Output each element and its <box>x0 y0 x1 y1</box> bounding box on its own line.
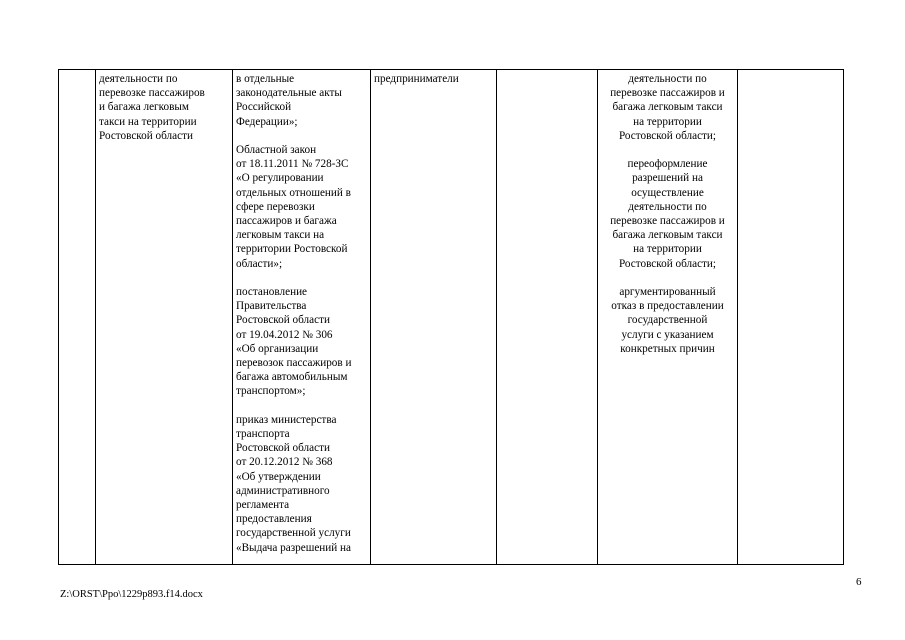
text-line: транспортом»; <box>236 385 306 398</box>
document-table <box>58 69 844 565</box>
text-line: области»; <box>236 257 283 270</box>
text-line: осуществление <box>631 186 704 199</box>
text-line: административного <box>236 484 330 497</box>
legal-basis-paragraphs <box>236 72 367 555</box>
paragraph <box>236 413 367 555</box>
text-line: деятельности по <box>99 73 178 85</box>
table-row <box>59 70 844 565</box>
text-line: и багажа легковым <box>99 101 189 114</box>
applicants-cell <box>371 70 497 565</box>
text-line: государственной <box>627 314 708 327</box>
text-line: Областной закон <box>236 144 317 156</box>
text-line: перевозке пассажиров и <box>610 215 725 228</box>
result-cell <box>598 70 738 565</box>
text-line: от 18.11.2011 № 728-ЗС <box>236 158 349 171</box>
file-path: Z:\ORST\Ppo\1229p893.f14.docx <box>60 589 203 600</box>
text-line: регламента <box>236 499 290 512</box>
text-line: разрешений на <box>632 172 703 185</box>
text-line: от 20.12.2012 № 368 <box>236 456 333 469</box>
text-line: территории Ростовской <box>236 243 348 256</box>
paragraph <box>601 157 734 271</box>
paragraph <box>236 72 367 129</box>
text-line: Ростовской области <box>236 314 330 327</box>
text-line: перевозке пассажиров и <box>610 87 725 100</box>
text-line: Правительства <box>236 300 307 313</box>
text-line: «О регулировании <box>236 172 324 185</box>
text-line: «Об организации <box>236 342 319 355</box>
paragraph <box>236 285 367 399</box>
text-line: Российской <box>236 101 292 114</box>
text-line: отдельных отношений в <box>236 186 351 199</box>
text-line: перевозке пассажиров <box>99 87 205 100</box>
text-line: Федерации»; <box>236 115 298 128</box>
text-line: деятельности по <box>628 200 707 213</box>
applicants-text: предприниматели <box>374 73 459 85</box>
text-line: такси на территории <box>99 115 197 128</box>
text-line: услуги с указанием <box>621 328 714 341</box>
text-line: деятельности по <box>628 73 707 85</box>
text-line: от 19.04.2012 № 306 <box>236 328 333 341</box>
text-line: приказ министерства <box>236 413 337 426</box>
result-paragraphs <box>601 72 734 356</box>
text-line: на территории <box>633 115 702 128</box>
text-line: перевозок пассажиров и <box>236 357 352 370</box>
text-line: законодательные акты <box>236 87 342 100</box>
paragraph <box>601 285 734 356</box>
text-line: «Выдача разрешений на <box>236 541 351 554</box>
text-line: в отдельные <box>236 73 295 85</box>
text-line: государственной услуги <box>236 527 351 540</box>
service-name-cell <box>96 70 233 565</box>
text-line: конкретных причин <box>620 342 715 355</box>
text-line: сфере перевозки <box>236 200 315 213</box>
text-line: постановление <box>236 286 308 299</box>
text-line: на территории <box>633 243 702 256</box>
text-line: транспорта <box>236 428 290 441</box>
text-line: легковым такси на <box>236 229 325 242</box>
text-line: Ростовской области <box>99 129 193 142</box>
page-number: 6 <box>856 576 862 588</box>
empty-cell <box>497 70 598 565</box>
empty-cell-last <box>738 70 844 565</box>
text-line: аргументированный <box>619 286 716 299</box>
paragraph <box>601 72 734 143</box>
text-line: «Об утверждении <box>236 470 321 483</box>
text-line: предоставления <box>236 513 312 526</box>
text-line: Ростовской области; <box>618 129 717 142</box>
text-line: переоформление <box>627 158 708 171</box>
paragraph <box>236 143 367 271</box>
row-number-cell <box>59 70 96 565</box>
service-name-lines <box>99 72 229 143</box>
legal-basis-cell <box>233 70 371 565</box>
text-line: багажа легковым такси <box>612 101 723 114</box>
text-line: Ростовской области; <box>618 257 717 270</box>
text-line: багажа автомобильным <box>236 371 348 384</box>
text-line: отказ в предоставлении <box>611 300 724 313</box>
text-line: пассажиров и багажа <box>236 215 337 228</box>
text-line: багажа легковым такси <box>612 229 723 242</box>
text-line: Ростовской области <box>236 442 330 455</box>
